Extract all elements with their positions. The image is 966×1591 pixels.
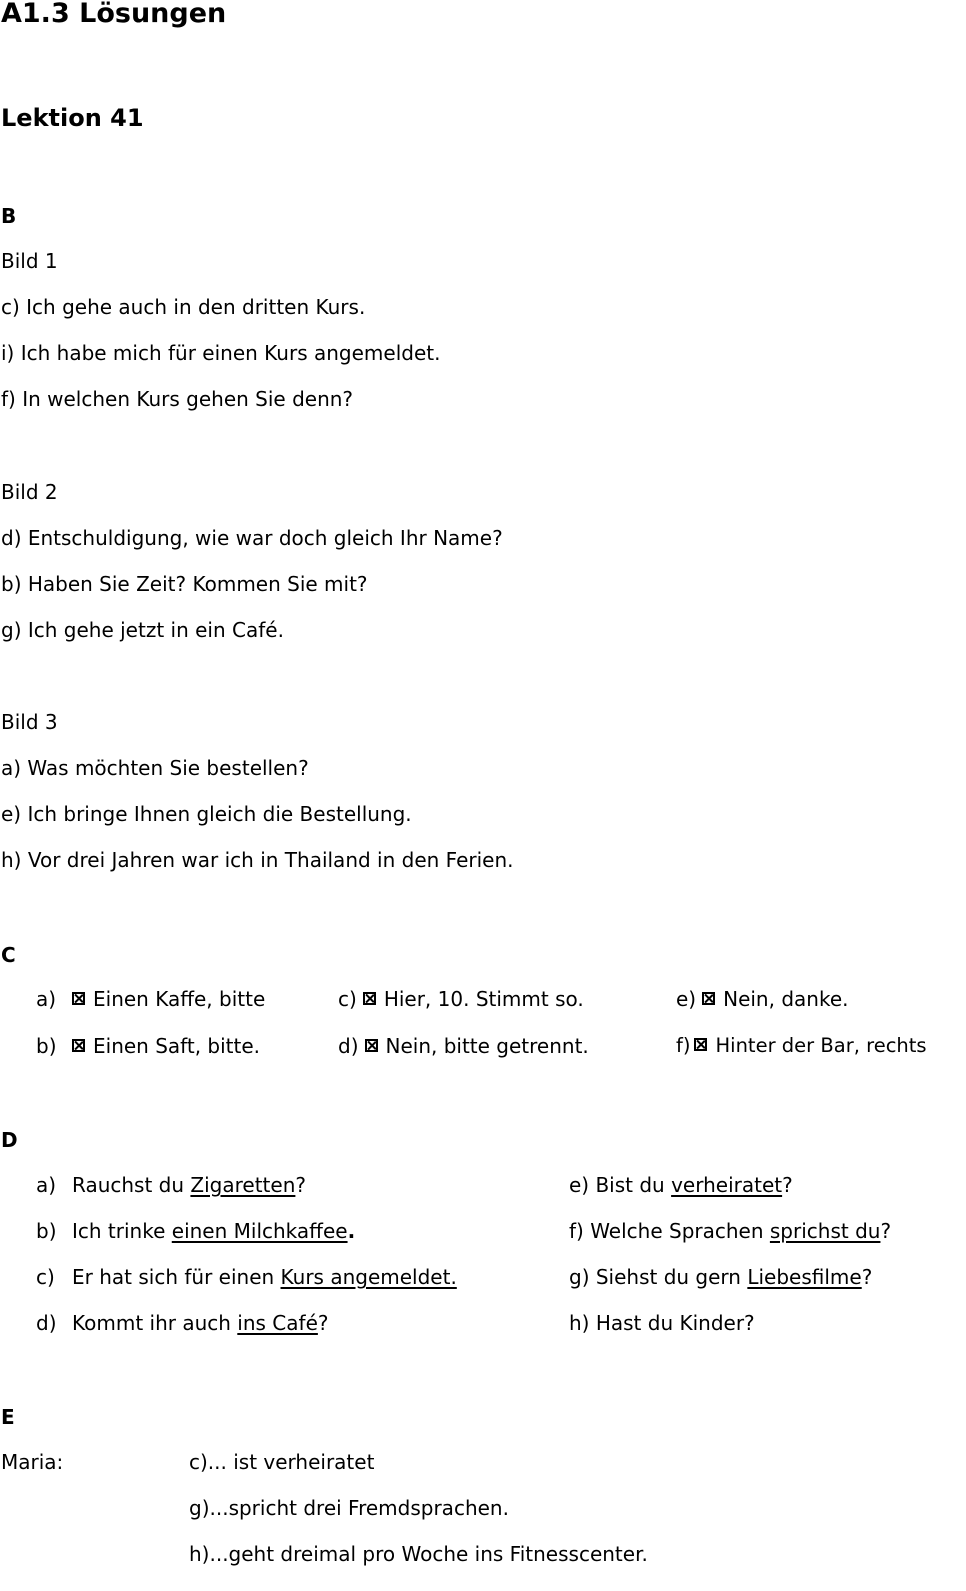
d-underlined: verheiratet: [671, 1173, 783, 1197]
bild-3-item: h) Vor drei Jahren war ich in Thailand in den Ferien.: [1, 848, 514, 872]
c-item-f: [676, 1036, 927, 1056]
d-text-end: ?: [782, 1173, 793, 1197]
bild-3-item: a) Was möchten Sie bestellen?: [1, 756, 309, 780]
c-item-c: [338, 989, 584, 1009]
checked-box-icon: [72, 1039, 85, 1052]
checked-box-icon: [365, 1039, 378, 1052]
d-text-end: ?: [880, 1219, 892, 1243]
checked-box-icon: [694, 1038, 707, 1051]
bild-2-item: g) Ich gehe jetzt in ein Café.: [1, 618, 284, 642]
item-letter: a): [36, 987, 57, 1011]
section-e-heading: E: [1, 1405, 15, 1429]
c-item-text: Nein, danke.: [723, 987, 849, 1011]
d-item-g: [569, 1267, 872, 1287]
d-item-b: [36, 1221, 355, 1241]
d-text: Kommt ihr auch: [72, 1311, 238, 1335]
person-name: Maria:: [1, 1450, 64, 1474]
d-text: f) Welche Sprachen: [569, 1219, 770, 1243]
d-underlined: einen Milchkaffee: [171, 1219, 348, 1243]
item-letter: b): [36, 1034, 57, 1058]
d-text: g) Siehst du gern: [569, 1265, 748, 1289]
checked-box-icon: [72, 992, 85, 1005]
d-text-end: ?: [861, 1265, 873, 1289]
d-item-c: [36, 1267, 457, 1287]
c-item-b: [36, 1036, 260, 1056]
c-item-text: Hinter der Bar, rechts: [715, 1034, 927, 1057]
d-text: Ich trinke: [72, 1219, 172, 1243]
c-item-e: [676, 989, 848, 1009]
c-item-d: [338, 1036, 589, 1056]
d-underlined: Kurs angemeldet.: [280, 1265, 457, 1289]
d-item-f: [569, 1221, 891, 1241]
item-letter: d): [36, 1311, 57, 1335]
e-item: h)...geht dreimal pro Woche ins Fitnesscenter.: [189, 1542, 648, 1566]
bild-2-item: b) Haben Sie Zeit? Kommen Sie mit?: [1, 572, 368, 596]
d-item-e: [569, 1175, 793, 1195]
item-letter: b): [36, 1219, 57, 1243]
c-item-text: Hier, 10. Stimmt so.: [383, 987, 584, 1011]
d-text: Er hat sich für einen: [72, 1265, 281, 1289]
item-letter: d): [338, 1034, 359, 1058]
section-d-heading: D: [1, 1128, 18, 1152]
lesson-heading: Lektion 41: [1, 104, 144, 132]
item-letter: a): [36, 1173, 57, 1197]
bild-1-item: i) Ich habe mich für einen Kurs angemeldet.: [1, 341, 441, 365]
bild-2-item: d) Entschuldigung, wie war doch gleich Ihr Name?: [1, 526, 503, 550]
d-item-d: [36, 1313, 329, 1333]
item-letter: e): [676, 987, 697, 1011]
d-text-end: ?: [295, 1173, 307, 1197]
e-item: c)... ist verheiratet: [189, 1450, 375, 1474]
section-b-heading: B: [1, 204, 17, 228]
c-item-text: Einen Kaffe, bitte: [93, 987, 266, 1011]
checked-box-icon: [363, 992, 376, 1005]
bild-3-label: Bild 3: [1, 710, 58, 734]
bild-1-item: f) In welchen Kurs gehen Sie denn?: [1, 387, 354, 411]
e-item: g)...spricht drei Fremdsprachen.: [189, 1496, 509, 1520]
c-item-a: [36, 989, 265, 1009]
item-letter: f): [676, 1034, 691, 1057]
c-item-text: Nein, bitte getrennt.: [385, 1034, 589, 1058]
d-text: Rauchst du: [72, 1173, 191, 1197]
section-c-heading: C: [1, 943, 16, 967]
bild-1-item: c) Ich gehe auch in den dritten Kurs.: [1, 295, 366, 319]
d-underlined: Zigaretten: [190, 1173, 296, 1197]
c-item-text: Einen Saft, bitte.: [93, 1034, 261, 1058]
d-text: h) Hast du Kinder?: [569, 1311, 755, 1335]
d-item-a: [36, 1175, 306, 1195]
checked-box-icon: [702, 992, 715, 1005]
d-underlined: Liebesfilme: [747, 1265, 862, 1289]
d-underlined: ins Café: [237, 1311, 318, 1335]
d-text: e) Bist du: [569, 1173, 672, 1197]
d-item-h: [569, 1313, 755, 1333]
item-letter: c): [338, 987, 357, 1011]
item-letter: c): [36, 1265, 55, 1289]
page-title: A1.3 Lösungen: [1, 0, 227, 29]
bild-3-item: e) Ich bringe Ihnen gleich die Bestellung.: [1, 802, 412, 826]
d-text-end: ?: [317, 1311, 329, 1335]
d-underlined: sprichst du: [769, 1219, 881, 1243]
bild-1-label: Bild 1: [1, 249, 58, 273]
d-text-end: .: [347, 1219, 356, 1243]
bild-2-label: Bild 2: [1, 480, 58, 504]
